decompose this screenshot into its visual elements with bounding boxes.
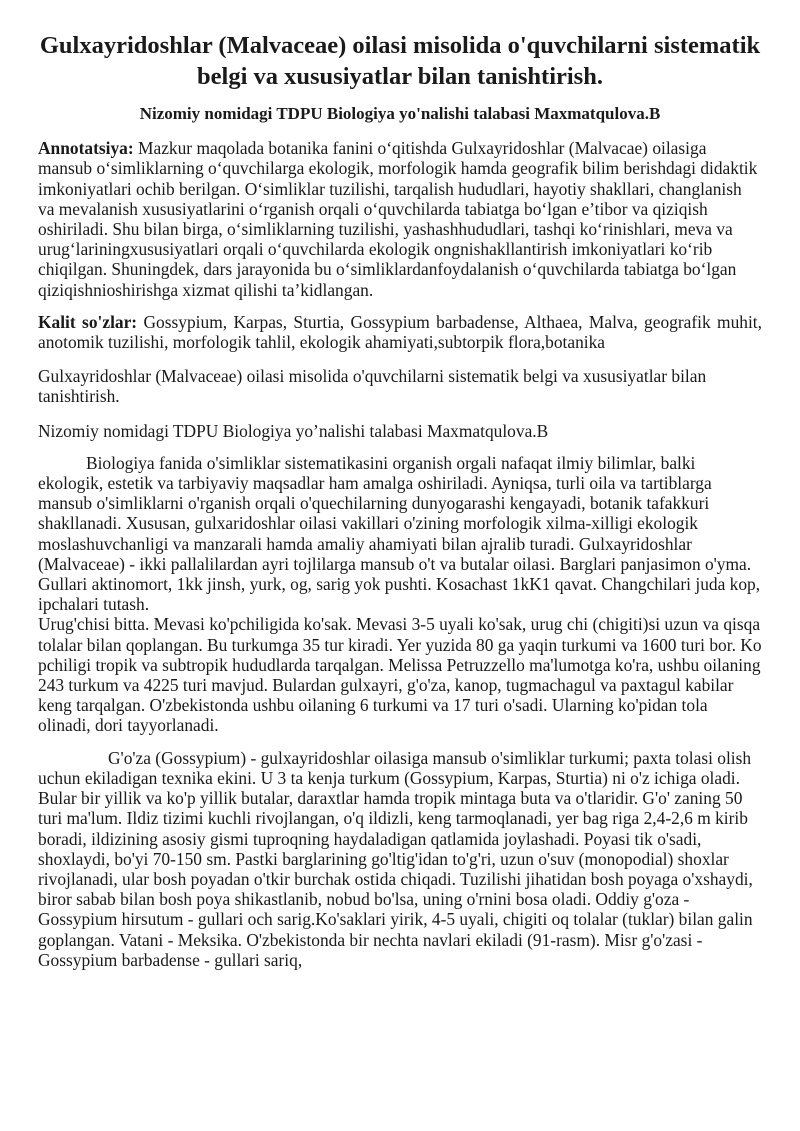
body-paragraph-2: Urug'chisi bitta. Mevasi ko'pchiligida ko'sak. Mevasi 3-5 uyali ko'sak, urug chi (chigiti)si uzun va qisqa tolalar bilan qoplangan. Bu turkumga 35 tur kiradi. Yer yuzida 80 ga yaqin turkumi va 1600 turi bor. Ko pchiligi tropik va subtropik hududlarda tarqalgan. Melissa Petruzzello ma'lumotga ko'ra, ushbu oilaning 243 turkum va 4225 turi mavjud. Bulardan gulxayri, g'o'za, kanop, tugmachagul va paxtagul kabilar keng tarqalgan. O'zbekistonda ushbu oilaning 6 turkumi va 17 turi o'sadi. Ularning ko'pidan tola olinadi, dori tayyorlanadi. (38, 614, 762, 736)
author-line: Nizomiy nomidagi TDPU Biologiya yo'nalishi talabasi Maxmatqulova.B (139, 104, 661, 123)
annotation-paragraph (38, 138, 762, 300)
repeat-title: Gulxayridoshlar (Malvaceae) oilasi misolida o'quvchilarni sistematik belgi va xususiyatlar bilan tanishtirish. (38, 366, 707, 407)
keywords-text: Gossypium, Karpas, Sturtia, Gossypium barbadense, Althaea, Malva, geografik muhit, anotomik tuzilishi, morfologik tahlil, ekologik ahamiyati,subtorpik flora,botanika (38, 311, 762, 353)
annotation-label: Annotatsiya: (38, 138, 134, 159)
document-page (38, 30, 762, 970)
annotation-text: Mazkur maqolada botanika fanini o‘qitishda Gulxayridoshlar (Malvacae) oilasiga mansub o‘simliklarning o‘quvchilarga ekologik, morfologik hamda geografik bilim berishdagi didaktik imkoniyatlari ochib berilgan. O‘simliklar tuzilishi, tarqalish hududlari, hayotiy shakllari, changlanish va mevalanish xususiyatlarini o‘rganish orqali o‘quvchilarda tabiatga bo‘lgan e’tibor va qiziqish oshiriladi. Shu bilan birga, o‘simliklarning tuzilishi, yashashhududlari, tashqi ko‘rinishlari, meva va urug‘lariningxususiyatlari orqali o‘quvchilarda ekologik ongnishakllantirish imkoniyatlari ko‘rib chiqilgan. Shuningdek, dars jarayonida bu o‘simliklardanfoydalanish o‘quvchilarda tabiatga bo‘lgan qiziqishnioshirishga xizmat qilishi ta’kidlangan. (38, 138, 758, 300)
body-paragraph-3: G'o'za (Gossypium) - gulxayridoshlar oilasiga mansub o'simliklar turkumi; paxta tolasi olish uchun ekiladigan texnika ekini. U 3 ta kenja turkum (Gossypium, Karpas, Sturtia) ni o'z ichiga oladi. Bular bir yillik va ko'p yillik butalar, daraxtlar hamda tropik mintaga buta va o'tlaridir. G'o' zaning 50 turi ma'lum. Ildiz tizimi kuchli rivojlangan, o'q ildizli, keng tarmoqlanadi, yer bag riga 2,4-2,6 m kirib boradi, ildizining asosiy gismi tuproqning haydaladigan qatlamida joylashadi. Poyasi tik o'sadi, shoxlaydi, bo'yi 70-150 sm. Pastki barglarining go'ltig'idan to'g'ri, uzun o'suv (monopodial) shoxlar rivojlanadi, ular bosh poyadan o'tkir burchak ostida chiqadi. Tuzilishi jihatidan bosh poyaga o'xshaydi, biror sabab bilan bosh poya shikastlanib, nobud bo'lsa, uning o'rnini bosa oladi. Oddiy g'oza - Gossypium hirsutum - gullari och sarig.Ko'saklari yirik, 4-5 uyali, chigiti oq tolalar (tuklar) bilan galin goplangan. Vatani - Meksika. O'zbekistonda bir nechta navlari ekiladi (91-rasm). Misr g'o'zasi - Gossypium barbadense - gullari sariq, (38, 747, 753, 970)
body-paragraph-1: Biologiya fanida o'simliklar sistematikasini organish orgali nafaqat ilmiy bilimlar, balki ekologik, estetik va tarbiyaviy maqsadlar ham amalga oshiriladi. Ayniqsa, turli oila va tartiblarga mansub o'simliklarni o'rganish orqali o'quechilarning dunyogarashi kengayadi, botanik tafakkuri shakllanadi. Xususan, gulxaridoshlar oilasi vakillari o'zining morfologik xilma-xilligi ekologik moslashuvchanligi va manzarali hamda amaliy ahamiyati bilan ajralib turadi. Gulxayridoshlar (Malvaceae) - ikki pallalilardan ayri tojlilarga mansub o't va butalar oilasi. Barglari panjasimon o'yma. Gullari aktinomort, 1kk jinsh, yurk, og, sarig yok pushti. Kosachast 1kK1 qavat. Changchilari juda kop, ipchalari tutash. (38, 452, 761, 615)
repeat-author: Nizomiy nomidagi TDPU Biologiya yo’nalishi talabasi Maxmatqulova.B (38, 420, 549, 441)
keywords-paragraph (38, 312, 762, 352)
keywords-label: Kalit so'zlar: (38, 311, 138, 332)
document-title: Gulxayridoshlar (Malvaceae) oilasi misolida o'quvchilarni sistematik belgi va xususiyatlar bilan tanishtirish. (39, 32, 761, 90)
